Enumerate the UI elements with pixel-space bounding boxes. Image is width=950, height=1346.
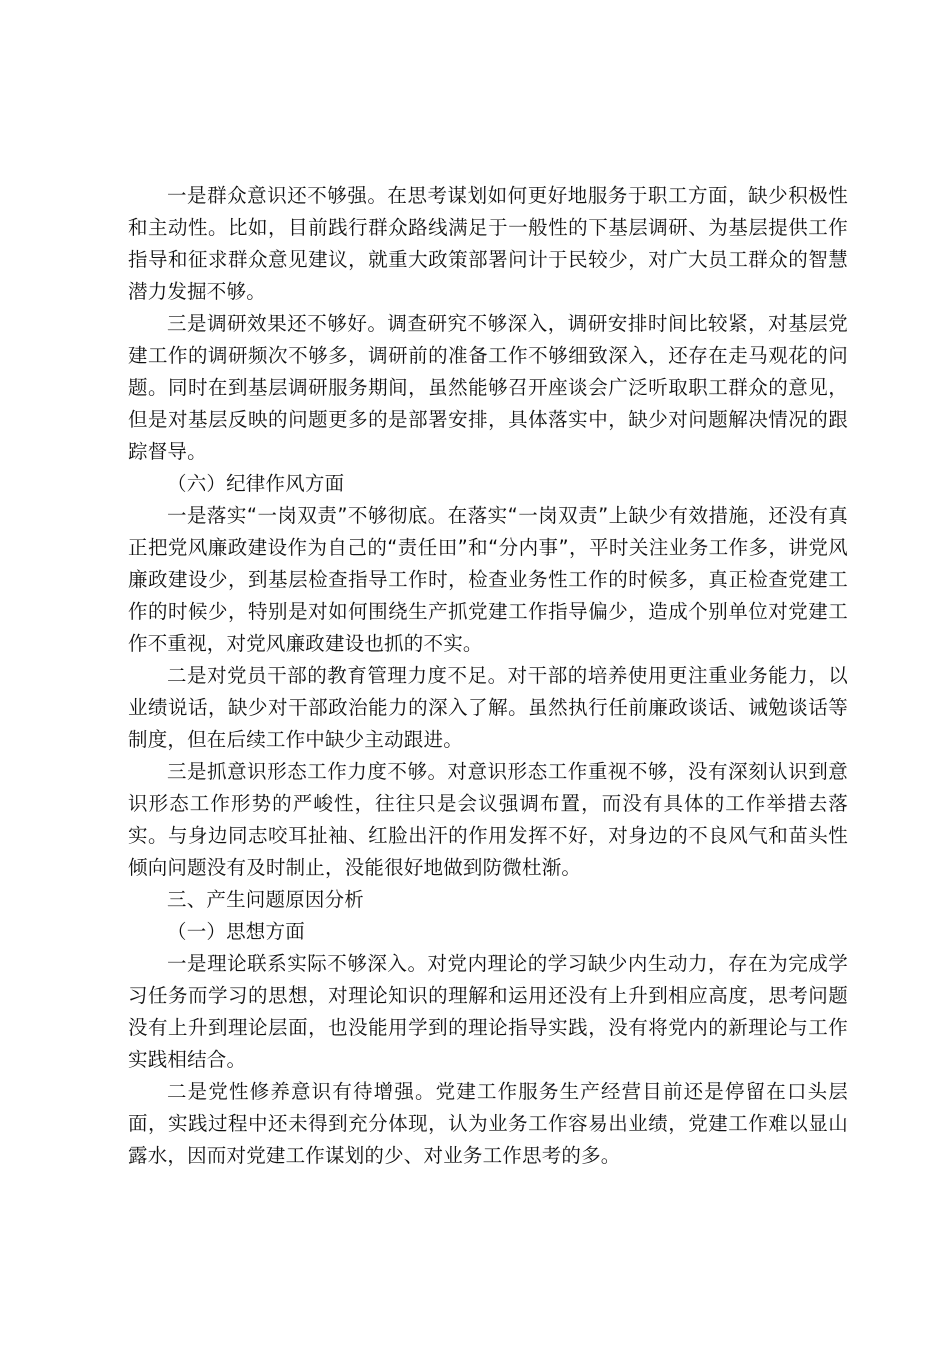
document-body — [128, 180, 848, 1172]
paragraph-party-spirit: 二是党性修养意识有待增强。党建工作服务生产经营目前还是停留在口头层面，实践过程中还未得到充分体现，认为业务工作容易出业绩，党建工作难以显山露水，因而对党建工作谋划的少、对业务工作思考的多。 — [128, 1080, 848, 1167]
paragraph-research-effect: 三是调研效果还不够好。调查研究不够深入，调研安排时间比较紧，对基层党建工作的调研频次不够多，调研前的准备工作不够细致深入，还存在走马观花的问题。同时在到基层调研服务期间，虽然能够召开座谈会广泛听取职工群众的意见，但是对基层反映的问题更多的是部署安排，具体落实中，缺少对问题解决情况的跟踪督导。 — [128, 312, 848, 463]
section-heading-discipline: （六）纪律作风方面 — [167, 472, 345, 495]
paragraph-ideology-work: 三是抓意识形态工作力度不够。对意识形态工作重视不够，没有深刻认识到意识形态工作形势的严峻性，往往只是会议强调布置，而没有具体的工作举措去落实。与身边同志咬耳扯袖、红脸出汗的作用发挥不好，对身边的不良风气和苗头性倾向问题没有及时制止，没能很好地做到防微杜渐。 — [128, 760, 848, 879]
paragraph-theory-practice: 一是理论联系实际不够深入。对党内理论的学习缺少内生动力，存在为完成学习任务而学习的思想，对理论知识的理解和运用还没有上升到相应高度，思考问题没有上升到理论层面，也没能用学到的理论指导实践，没有将党内的新理论与工作实践相结合。 — [128, 952, 848, 1071]
paragraph-cadre-education: 二是对党员干部的教育管理力度不足。对干部的培养使用更注重业务能力，以业绩说话，缺少对干部政治能力的深入了解。虽然执行任前廉政谈话、诫勉谈话等制度，但在后续工作中缺少主动跟进。 — [128, 664, 848, 751]
subsection-heading-thought: （一）思想方面 — [167, 920, 305, 943]
section-heading-cause-analysis: 三、产生问题原因分析 — [167, 888, 365, 911]
paragraph-one-post-two-duties: 一是落实“一岗双责”不够彻底。在落实“一岗双责”上缺少有效措施，还没有真正把党风廉政建设作为自己的“责任田”和“分内事”，平时关注业务工作多，讲党风廉政建设少，到基层检查指导工作时，检查业务性工作的时候多，真正检查党建工作的时候少，特别是对如何围绕生产抓党建工作指导偏少，造成个别单位对党建工作不重视，对党风廉政建设也抓的不实。 — [128, 504, 848, 655]
paragraph-mass-awareness: 一是群众意识还不够强。在思考谋划如何更好地服务于职工方面，缺少积极性和主动性。比如，目前践行群众路线满足于一般性的下基层调研、为基层提供工作指导和征求群众意见建议，就重大政策部署问计于民较少，对广大员工群众的智慧潜力发掘不够。 — [128, 184, 848, 303]
